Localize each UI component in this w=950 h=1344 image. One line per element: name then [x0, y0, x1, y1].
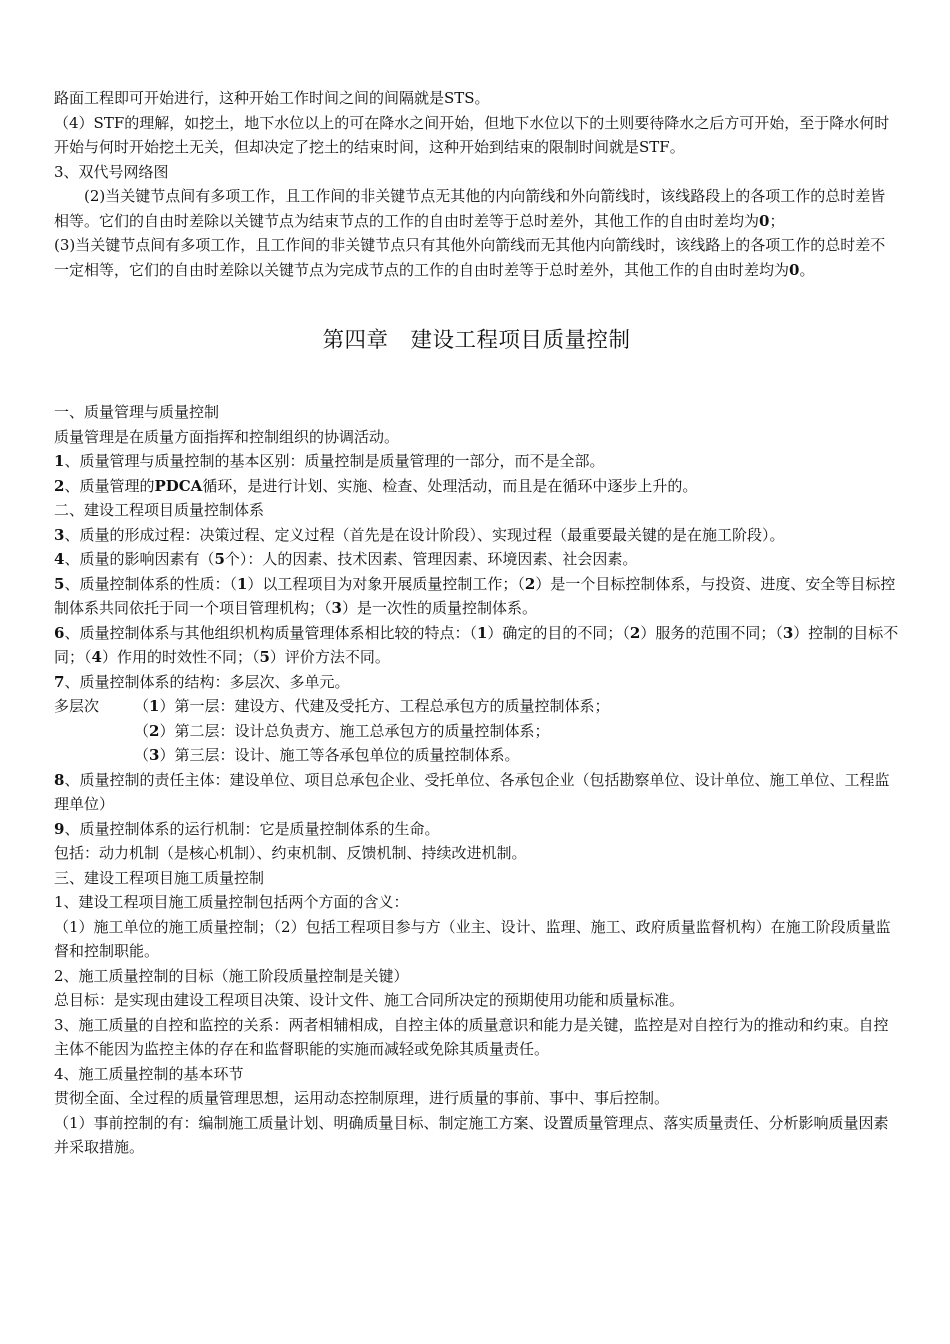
text-paragraph: （1）事前控制的有：编制施工质量计划、明确质量目标、制定施工方案、设置质量管理点、落实质量责任、分析影响质量因素并采取措施。: [54, 1113, 889, 1156]
list-item: 6、质量控制体系与其他组织机构质量管理体系相比较的特点：（1）确定的目的不同；（2）服务的范围不同；（3）控制的目标不同；（4）作用的时效性不同；（5）评价方法不同。: [54, 623, 899, 666]
section-heading: 二、建设工程项目质量控制体系: [54, 501, 265, 519]
list-item: 4、质量的影响因素有（5个）：人的因素、技术因素、管理因素、环境因素、社会因素。: [54, 550, 638, 568]
text-line: 包括：动力机制（是核心机制）、约束机制、反馈机制、持续改进机制。: [54, 844, 527, 862]
text-line: 1、建设工程项目施工质量控制包括两个方面的含义：: [54, 893, 409, 911]
text-line: 质量管理是在质量方面指挥和控制组织的协调活动。: [54, 427, 400, 446]
list-item: 9、质量控制体系的运行机制：它是质量控制体系的生命。: [54, 819, 440, 838]
text-line: 2、施工质量控制的目标（施工阶段质量控制是关键）: [54, 966, 409, 985]
structure-level-1: 多层次 （1）第一层：建设方、代建及受托方、工程总承包方的质量控制体系；: [54, 694, 899, 719]
list-item: 7、质量控制体系的结构：多层次、多单元。: [54, 672, 350, 691]
text-line: 路面工程即可开始进行，这种开始工作时间之间的间隔就是STS。: [54, 89, 490, 107]
list-item: 3、质量的形成过程：决策过程、定义过程（首先是在设计阶段）、实现过程（最重要最关键的是在施工阶段）。: [54, 525, 785, 544]
list-item: 2、质量管理的PDCA循环，是进行计划、实施、检查、处理活动，而且是在循环中逐步上升的。: [54, 476, 698, 495]
list-item: 5、质量控制体系的性质：（1）以工程项目为对象开展质量控制工作；（2）是一个目标控制体系，与投资、进度、安全等目标控制体系共同依托于同一个项目管理机构；（3）是一次性的质量控制体系。: [54, 574, 896, 617]
section-heading: 一、质量管理与质量控制: [54, 403, 220, 421]
text-line: 贯彻全面、全过程的质量管理思想，运用动态控制原理，进行质量的事前、事中、事后控制。: [54, 1089, 670, 1107]
list-item: 1、质量管理与质量控制的基本区别：质量控制是质量管理的一部分，而不是全部。: [54, 452, 605, 470]
text-line: （4）STF的理解，如挖土，地下水位以上的可在降水之间开始，但地下水位以下的土则要待降水之后方可开始，至于降水何时开始与何时开始挖土无关，但却决定了挖土的结束时间，这种开始到结束的限制时间就是STF。: [54, 113, 890, 156]
structure-label: 多层次: [54, 697, 100, 715]
structure-level-2: （2）第二层：设计总负责方、施工总承包方的质量控制体系；: [134, 721, 550, 740]
text-paragraph: 3、施工质量的自控和监控的关系：两者相辅相成，自控主体的质量意识和能力是关键，监控是对自控行为的推动和约束。自控主体不能因为监控主体的存在和监督职能的实施而减轻或免除其质量责任。: [54, 1015, 889, 1058]
document-body: [54, 86, 899, 1160]
text-line: 3、双代号网络图: [54, 162, 169, 181]
text-line: 总目标：是实现由建设工程项目决策、设计文件、施工合同所决定的预期使用功能和质量标准。: [54, 991, 685, 1009]
chapter-title: 第四章 建设工程项目质量控制: [322, 328, 631, 353]
text-paragraph: (3)当关键节点间有多项工作，且工作间的非关键节点只有其他外向箭线而无其他内向箭线时，该线路上的各项工作的总时差不一定相等，它们的自由时差除以关键节点为完成节点的工作的自由时差等于总时差外，其他工作的自由时差均为0。: [54, 236, 886, 279]
text-paragraph: （1）施工单位的施工质量控制；（2）包括工程项目参与方（业主、设计、监理、施工、政府质量监督机构）在施工阶段质量监督和控制职能。: [54, 917, 891, 960]
text-paragraph: (2)当关键节点间有多项工作，且工作间的非关键节点无其他的内向箭线和外向箭线时，该线路段上的各项工作的总时差皆相等。它们的自由时差除以关键节点为结束节点的工作的自由时差等于总时差外，其他工作的自由时差均为0；: [54, 187, 886, 230]
text-line: 4、施工质量控制的基本环节: [54, 1064, 244, 1083]
section-heading: 三、建设工程项目施工质量控制: [54, 868, 265, 887]
list-item: 8、质量控制的责任主体：建设单位、项目总承包企业、受托单位、各承包企业（包括勘察单位、设计单位、施工单位、工程监理单位）: [54, 770, 890, 813]
structure-level-3: （3）第三层：设计、施工等各承包单位的质量控制体系。: [134, 746, 520, 764]
